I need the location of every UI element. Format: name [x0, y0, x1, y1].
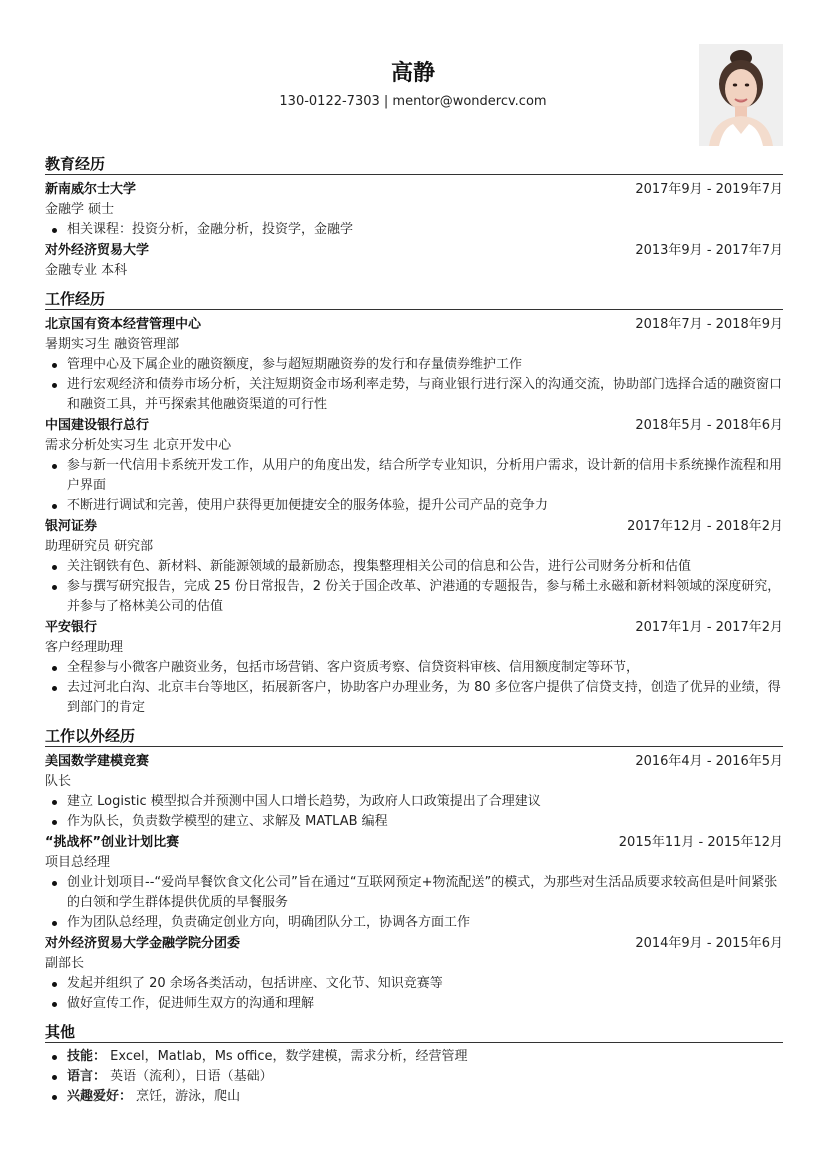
bullet-item: 进行宏观经济和债券市场分析，关注短期资金市场利率走势，与商业银行进行深入的沟通交流，协助部门选择合适的融资窗口和融资工具，并丐探索其他融资渠道的可行性 — [45, 375, 783, 415]
other-value: 英语（流利），日语（基础） — [106, 1069, 273, 1084]
section-title: 教育经历 — [45, 152, 783, 175]
bullet-item: 不断进行调试和完善，使用户获得更加便捷安全的服务体验，提升公司产品的竞争力 — [45, 496, 783, 516]
extra-section — [45, 724, 783, 1014]
entry-date: 2017年1月 - 2017年2月 — [635, 620, 783, 635]
entry-subtitle: 客户经理助理 — [45, 640, 124, 655]
entry-org: 平安银行 — [45, 620, 98, 635]
extra-entry — [45, 832, 783, 933]
other-item — [45, 1067, 783, 1087]
other-value: 烹饪，游泳，爬山 — [132, 1089, 241, 1104]
entry-date: 2018年5月 - 2018年6月 — [635, 418, 783, 433]
entry-date: 2018年7月 - 2018年9月 — [635, 317, 783, 332]
bullet-item: 去过河北白沟、北京丰台等地区，拓展新客户，协助客户办理业务，为 80 多位客户提供了信贷支持，创造了优异的业绩，得到部门的肯定 — [45, 678, 783, 718]
extra-entry — [45, 751, 783, 832]
section-title: 工作以外经历 — [45, 724, 783, 747]
bullet-item: 管理中心及下属企业的融资额度，参与超短期融资券的发行和存量债券维护工作 — [45, 355, 783, 375]
entry-org: 美国数学建模竞赛 — [45, 754, 150, 769]
other-item — [45, 1087, 783, 1107]
entry-org: 北京国有资本经营管理中心 — [45, 317, 202, 332]
entry-org: 新南威尔士大学 — [45, 182, 137, 197]
bullet-item: 参与撰写研究报告，完成 25 份日常报告，2 份关于国企改革、沪港通的专题报告，参与稀土永磁和新材料领域的深度研究，并参与了格林美公司的估值 — [45, 577, 783, 617]
bullet-item: 发起并组织了 20 余场各类活动，包括讲座、文化节、知识竞赛等 — [45, 974, 783, 994]
portrait-photo — [699, 44, 783, 146]
entry-subtitle: 金融学 硕士 — [45, 202, 115, 217]
other-value: Excel，Matlab，Ms office，数学建模，需求分析，经营管理 — [106, 1049, 468, 1064]
education-entry — [45, 179, 783, 240]
resume-content — [45, 152, 783, 1113]
entry-subtitle: 助理研究员 研究部 — [45, 539, 154, 554]
bullet-item: 创业计划项目--“爱尚早餐饮食文化公司”旨在通过“互联网预定+物流配送”的模式，为那些对生活品质要求较高但是叶间紧张的白领和学生群体提供优质的早餐服务 — [45, 873, 783, 913]
section-title: 其他 — [45, 1020, 783, 1043]
entry-subtitle: 项目总经理 — [45, 855, 111, 870]
entry-subtitle: 金融专业 本科 — [45, 263, 128, 278]
entry-date: 2015年11月 - 2015年12月 — [618, 835, 783, 850]
entry-date: 2017年9月 - 2019年7月 — [635, 182, 783, 197]
bullet-item: 相关课程：投资分析，金融分析，投资学，金融学 — [45, 220, 783, 240]
bullet-item: 作为队长，负责数学模型的建立、求解及 MATLAB 编程 — [45, 812, 783, 832]
portrait-icon — [699, 44, 783, 146]
contact-info: 130-0122-7303 | mentor@wondercv.com — [279, 94, 547, 109]
extra-entry — [45, 933, 783, 1014]
entry-date: 2013年9月 - 2017年7月 — [635, 243, 783, 258]
bullet-item: 全程参与小微客户融资业务，包括市场营销、客户资质考察、信贷资料审核、信用额度制定等环节， — [45, 658, 783, 678]
entry-subtitle: 队长 — [45, 774, 72, 789]
candidate-name: 高静 — [390, 61, 435, 86]
bullet-item: 做好宣传工作，促进师生双方的沟通和理解 — [45, 994, 783, 1014]
entry-org: “挑战杯”创业计划比赛 — [45, 835, 180, 850]
other-label: 兴趣爱好： — [67, 1089, 133, 1104]
bullet-item: 建立 Logistic 模型拟合并预测中国人口增长趋势，为政府人口政策提出了合理建议 — [45, 792, 783, 812]
entry-date: 2014年9月 - 2015年6月 — [635, 936, 783, 951]
work-entry — [45, 516, 783, 617]
work-section — [45, 287, 783, 718]
entry-subtitle: 需求分析处实习生 北京开发中心 — [45, 438, 232, 453]
other-section — [45, 1020, 783, 1107]
entry-subtitle: 副部长 — [45, 956, 85, 971]
bullet-item: 关注钢铁有色、新材料、新能源领域的最新励态，搜集整理相关公司的信息和公告，进行公司财务分析和估值 — [45, 557, 783, 577]
entry-org: 银河证券 — [45, 519, 98, 534]
entry-date: 2016年4月 - 2016年5月 — [635, 754, 783, 769]
other-label: 技能： — [67, 1049, 107, 1064]
other-label: 语言： — [67, 1069, 107, 1084]
bullet-item: 作为团队总经理，负责确定创业方向，明确团队分工，协调各方面工作 — [45, 913, 783, 933]
work-entry — [45, 617, 783, 718]
bullet-item: 参与新一代信用卡系统开发工作，从用户的角度出发，结合所学专业知识，分析用户需求，设计新的信用卡系统操作流程和用户界面 — [45, 456, 783, 496]
education-entry — [45, 240, 783, 281]
entry-org: 对外经济贸易大学金融学院分团委 — [45, 936, 241, 951]
education-section — [45, 152, 783, 281]
work-entry — [45, 314, 783, 415]
section-title: 工作经历 — [45, 287, 783, 310]
other-item — [45, 1047, 783, 1067]
entry-org: 中国建设银行总行 — [45, 418, 150, 433]
entry-org: 对外经济贸易大学 — [45, 243, 150, 258]
work-entry — [45, 415, 783, 516]
entry-date: 2017年12月 - 2018年2月 — [627, 519, 783, 534]
entry-subtitle: 暑期实习生 融资管理部 — [45, 337, 180, 352]
